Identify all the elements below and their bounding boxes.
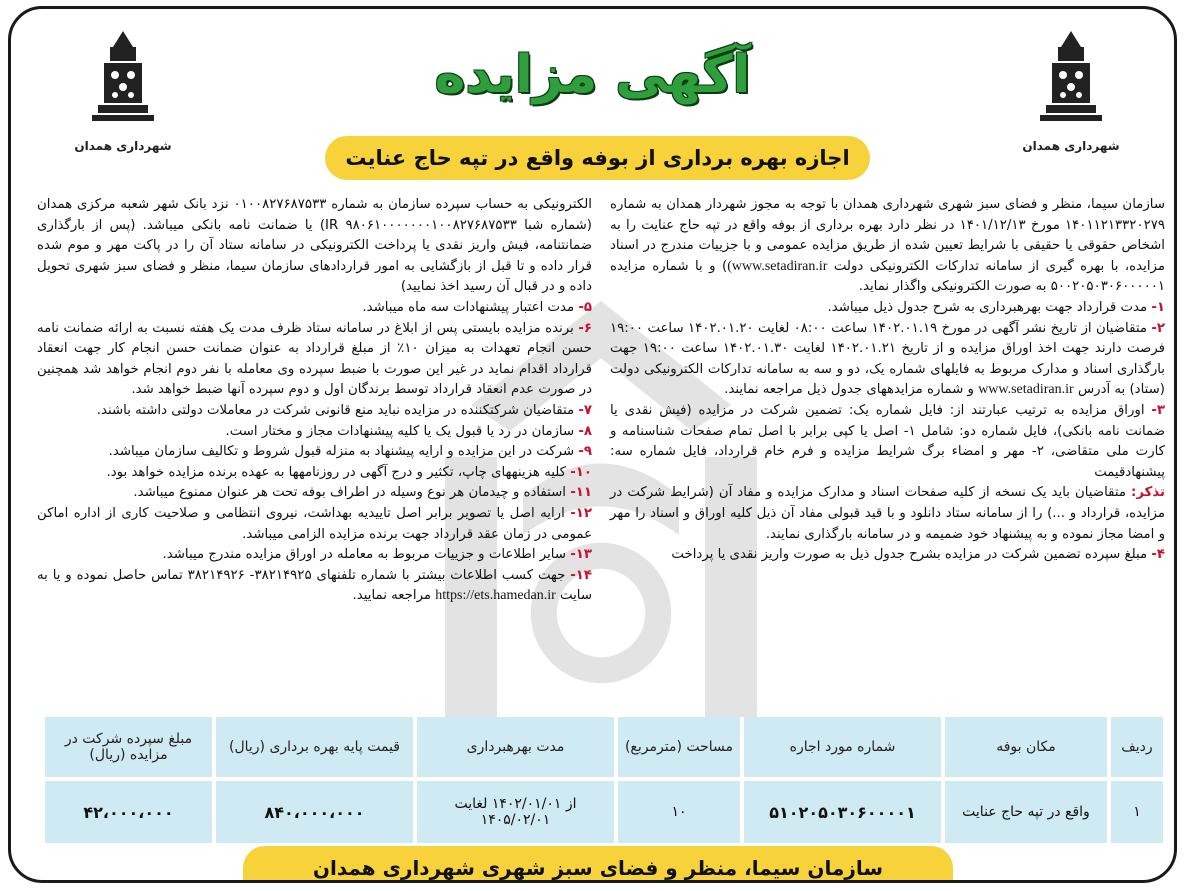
item-number: ۱۰- (570, 464, 592, 480)
subtitle-banner: اجازه بهره برداری از بوفه واقع در تپه حاج عنایت (325, 136, 870, 180)
footer-banner: سازمان سیما، منظر و فضای سبز شهری شهرداری همدان (243, 846, 953, 883)
item-number: ۳- (1151, 402, 1165, 418)
table-header: مساحت (مترمربع) (618, 717, 740, 777)
table-header: شماره مورد اجاره (744, 717, 941, 777)
item-number: ۷- (578, 402, 592, 418)
item-number: ۶- (578, 320, 592, 336)
right-column (610, 195, 1165, 566)
table-cell: ۵۱۰۲۰۵۰۳۰۶۰۰۰۰۱ (744, 781, 941, 843)
table-cell: ۸۴۰،۰۰۰،۰۰۰ (216, 781, 413, 843)
item-text: کلیه هزینههای چاپ، تکثیر و درج آگهی در روزنامهها به عهده برنده مزایده خواهد بود. (106, 464, 571, 480)
announcement-frame (8, 6, 1177, 883)
item-10 (37, 463, 592, 484)
table-header: مبلغ سپرده شرکت در مزایده (ریال) (45, 717, 212, 777)
item-number: ۹- (578, 444, 592, 460)
hamedan-site-link[interactable]: https://ets.hamedan.ir (435, 588, 556, 604)
item-6 (37, 319, 592, 401)
table-header: قیمت پایه بهره برداری (ریال) (216, 717, 413, 777)
item-text: متقاضیان از تاریخ نشر آگهی در مورخ ۱۴۰۲.۰۱.۱۹ ساعت ۰۸:۰۰ لغایت ۱۴۰۲.۰۱.۲۰ ساعت ۱۹:۰۰ فرصت دارند جهت اخذ اوراق مزایده و از تاریخ ۱۴۰۲.۰۱.۲۱ لغایت ۱۴۰۲.۰۱.۳۰ ساعت ۱۹:۰۰ جهت بارگذاری اسناد و مدارک مربوط به فایلهای شماره یک، دو و سه به سامانه تدارکات الکترونیکی دولت (ستاد) به آدرس (610, 320, 1165, 398)
page-title: آگهی مزایده (434, 45, 751, 105)
table-header: ردیف (1111, 717, 1163, 777)
item-text: مبلغ سپرده تضمین شرکت در مزایده بشرح جدول ذیل به صورت واریز نقدی یا پرداخت (671, 547, 1152, 563)
item-13 (37, 545, 592, 566)
item-text: سایر اطلاعات و جزییات مربوط به معامله در اوراق مزایده مندرج میباشد. (162, 547, 571, 563)
logo-caption: شهرداری همدان (1022, 139, 1120, 153)
item-number: ۱۴- (570, 567, 593, 583)
item-4 (610, 545, 1165, 566)
item-text: ارایه اصل یا تصویر برابر اصل تاییدیه بهداشت، نیروی انتظامی و صلاحیت کاری از اداره اماکن عمومی در زمان عقد قرارداد جهت برنده مزایده الزامی میباشد. (37, 505, 592, 542)
item-text: متقاضیان شرکتکننده در مزایده نباید منع قانونی شرکت در معاملات دولتی داشته باشند. (96, 402, 579, 418)
logo-caption: شهرداری همدان (74, 139, 172, 153)
item-14 (37, 566, 592, 607)
item-number: ۸- (578, 423, 592, 439)
item-text: مدت قرارداد جهت بهرهبرداری به شرح جدول ذیل میباشد. (827, 299, 1152, 315)
table-cell: ۱ (1111, 781, 1163, 843)
table-row (45, 781, 1163, 843)
item-4-continued: الکترونیکی به حساب سپرده سازمان به شماره ۰۱۰۰۸۲۷۶۸۷۵۳۳ نزد بانک شهر شعبه مرکزی همدان (شماره شبا IR ۹۸۰۶۱۰۰۰۰۰۰۰۱۰۰۸۲۷۶۸۷۵۳۳) یا ضمانت نامه بانکی میباشد. (پس از بارگذاری ضمانتنامه، فیش واریز نقدی یا پرداخت الکترونیکی در سامانه ستاد آن را در پاکت مهر و موم شده قرار داده و تا قبل از بازگشایی به امور قراردادهای سازمان سیما، منظر و فضای سبز شهری تحویل داده و در قبال آن رسید اخذ نمایید) (37, 197, 592, 295)
item-8 (37, 422, 592, 443)
item-number: ۱۳- (570, 547, 592, 563)
intro-paragraph (610, 195, 1165, 298)
item-2 (610, 319, 1165, 401)
item-text: برنده مزایده بایستی پس از ابلاغ در سامانه ستاد ظرف مدت یک هفته نسبت به ارائه ضمانت نامه حسن انجام تعهدات به میزان ۱۰٪ از مبلغ قرارداد به عنوان ضمانت حسن انجام کار جهت انعقاد قرارداد اقدام نماید در غیر این صورت با ضبط سپرده وی معامله با نفر دوم انجام خواهد شد همچنین در صورت عدم انعقاد قرارداد توسط برندگان اول و دوم سپرده آنها ضبط خواهد شد. (37, 320, 593, 398)
intro-site-link[interactable]: (www.setadiran.ir (727, 258, 828, 274)
item-12 (37, 504, 592, 545)
item-number: ۱۱- (570, 485, 592, 501)
item-7 (37, 401, 592, 422)
intro-text: سازمان سیما، منظر و فضای سبز شهری شهرداری همدان با توجه به مجوز شهردار همدان به شماره ۱۴۰۱۱۲۱۳۳۲۰۲۷۹ مورخ ۱۴۰۱/۱۲/۱۳ در نظر دارد بهره برداری از بوفه واقع در تپه حاج عنایت را به اشخاص حقوقی یا حقیقی با شرایط تعیین شده از طریق مزایده عمومی و با جزییات مندرج در اسناد مزایده، با بهره گیری از سامانه تدارکات الکترونیکی دولت (610, 197, 1166, 274)
item-number: ۴- (1151, 547, 1165, 563)
item-number: ۱۲- (570, 505, 592, 521)
item-text: شرکت در این مزایده و ارایه پیشنهاد به منزله قبول شروط و تکالیف سازمان میباشد. (108, 444, 579, 460)
item-text-end: مراجعه نمایید. (352, 588, 436, 604)
item-number: ۵- (578, 299, 592, 315)
note-label: تذکر: (1131, 485, 1165, 501)
item-number: ۲- (1151, 320, 1166, 336)
item-1 (610, 298, 1165, 319)
item-3 (610, 401, 1165, 483)
table-header: مدت بهرهبرداری (417, 717, 614, 777)
table-header: مکان بوفه (945, 717, 1107, 777)
item-text: اوراق مزایده به ترتیب عبارتند از: فایل شماره یک: تضمین شرکت در مزایده (فیش نقدی یا ضمانت نامه بانکی)، فایل شماره دو: شامل ۱- اصل یا کپی برابر با اصل تمام صفحات شناسنامه و کارت ملی متقاضی، ۲- مهر و امضاء برگ شرایط مزایده و فرم خام قرارداد، فایل شماره سه: پیشنهادقیمت (610, 402, 1165, 480)
item-text: سازمان در رد یا قبول یک یا کلیه پیشنهادات مجاز و مختار است. (225, 423, 579, 439)
item-11 (37, 483, 592, 504)
note-text: متقاضیان باید یک نسخه از کلیه صفحات اسناد و مدارک مزایده و مفاد آن (شرایط شرکت در مزایده، قرارداد و ...) را از سامانه ستاد دانلود و با قید قبولی مفاد آن ذیل کلیه اوراق و اسناد را مهر و امضا مجاز نموده و به پیشنهاد خود ضمیمه و در سامانه بارگذاری نمایند. (610, 485, 1165, 542)
table-cell: واقع در تپه حاج عنایت (945, 781, 1107, 843)
setadiran-link[interactable]: www.setadiran.ir (978, 382, 1074, 398)
item-9 (37, 442, 592, 463)
intro-end-text: ) و با شماره مزایده ۵۰۰۲۰۵۰۳۰۶۰۰۰۰۰۱ به صورت الکترونیکی واگذار نماید. (610, 258, 1165, 295)
item-text: جهت کسب اطلاعات بیشتر با شماره تلفنهای ۳۸۲۱۴۹۲۵- ۳۸۲۱۴۹۲۶ تماس حاصل نموده و یا به سایت (37, 567, 592, 604)
table-cell: ۴۲،۰۰۰،۰۰۰ (45, 781, 212, 843)
item-number: ۱- (1151, 299, 1165, 315)
item-5 (37, 298, 592, 319)
item-text: مدت اعتبار پیشنهادات سه ماه میباشد. (362, 299, 579, 315)
item-text-end: و شماره مزایدههای جدول ذیل مراجعه نمایند. (724, 382, 979, 398)
auction-table (41, 713, 1167, 847)
item-text: استفاده و چیدمان هر نوع وسیله در اطراف بوفه تحت هر عنوان ممنوع میباشد. (133, 485, 571, 501)
table-cell: ۱۰ (618, 781, 740, 843)
table-header-row (45, 717, 1163, 777)
body-columns (37, 195, 1165, 710)
table-cell: از ۱۴۰۲/۰۱/۰۱ لغایت ۱۴۰۵/۰۲/۰۱ (417, 781, 614, 843)
note (610, 483, 1165, 545)
left-column (37, 195, 592, 607)
